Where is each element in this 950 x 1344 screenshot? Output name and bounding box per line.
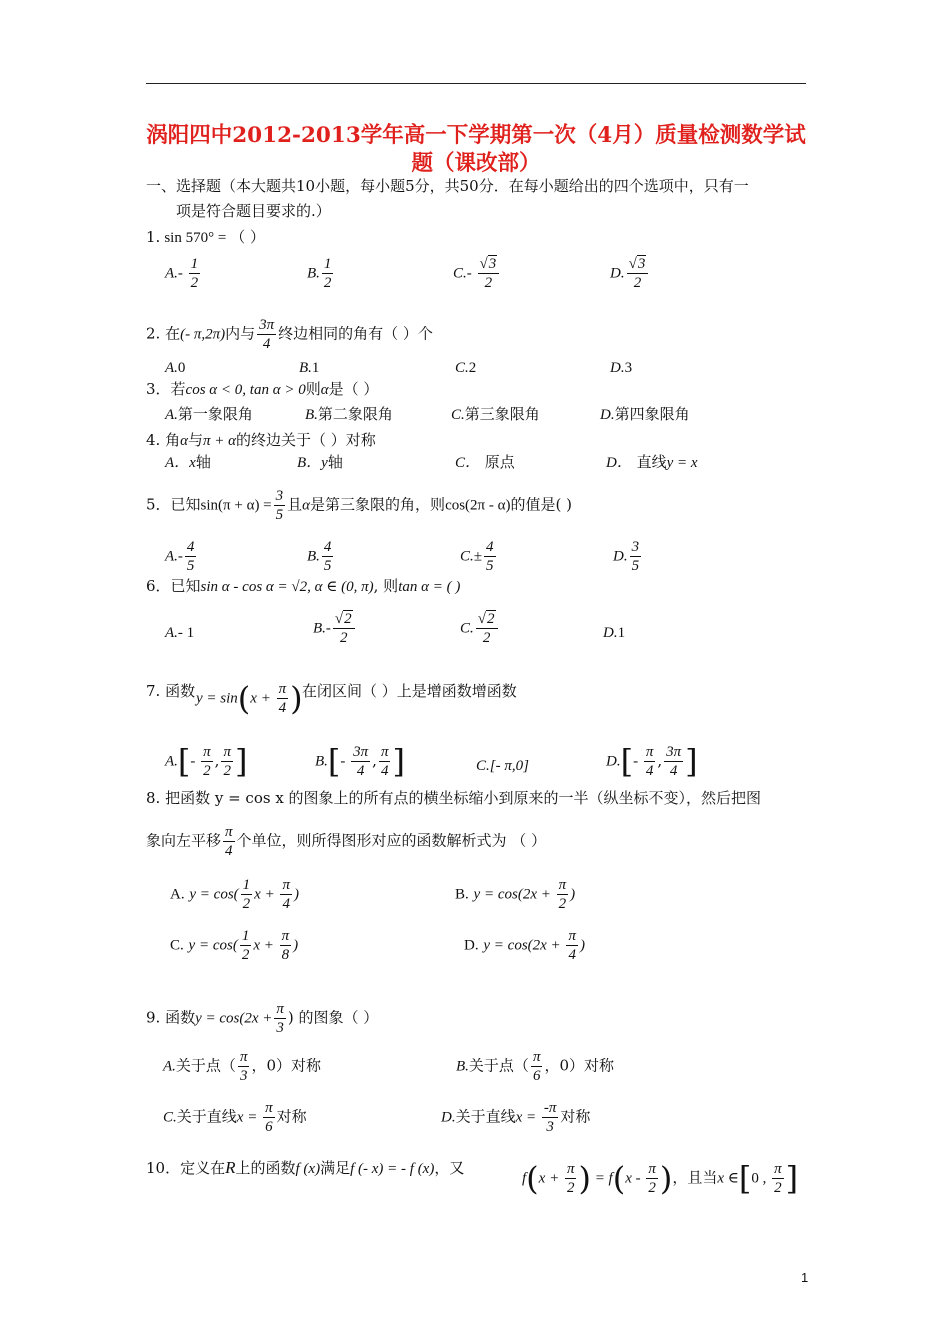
title-line-1: 涡阳四中2012-2013学年高一下学期第一次（4月）质量检测数学试 (146, 123, 806, 148)
q2-option-a: A.0 (165, 360, 186, 376)
q6-option-b: B.- $\frac{√2}{2}$ (313, 610, 357, 647)
question-10: 10．定义在R上的函数f (x)满足f (- x) = - f (x)，又 (146, 1158, 465, 1177)
q2-option-b: B.1 (299, 360, 320, 376)
q1-option-d: D. $\frac{√3}{2}$ (610, 255, 650, 292)
question-4: 4. 角α与π + α的终边关于（ ）对称 (146, 431, 376, 449)
q7-option-d: D.[- $\frac{\pi}{4}$ , $\frac{3\pi}{4}$ ] (606, 742, 698, 781)
q4-option-d: D． 直线y = x (606, 453, 698, 471)
q8-option-d: D. y = cos(2x + $\frac{\pi}{4}$ ) (464, 928, 585, 963)
q4-option-c: C． 原点 (455, 453, 515, 471)
question-3: 3．若cos α < 0, tan α > 0则α是（ ） (146, 380, 379, 398)
page-title (140, 122, 812, 178)
q5-option-d: D. $\frac{3}{5}$ (613, 539, 640, 574)
q3-option-d: D.第四象限角 (600, 405, 690, 423)
q3-option-a: A.第一象限角 (165, 405, 253, 423)
q5-option-a: A.- $\frac{4}{5}$ (165, 539, 195, 574)
q9-option-a: A.关于点（ $\frac{\pi}{3}$ ，0）对称 (163, 1049, 321, 1084)
q5-option-c: C.± $\frac{4}{5}$ (460, 539, 494, 574)
q8-option-b: B. y = cos(2x + $\frac{\pi}{2}$ ) (455, 877, 576, 912)
q4-option-b: B．y轴 (297, 453, 343, 471)
q6-option-c: C. $\frac{√2}{2}$ (460, 610, 500, 647)
question-9: 9. 函数y = cos(2x + $\frac{\pi}{3}$ ) 的图象（ ） (146, 1001, 379, 1036)
header-rule (146, 83, 806, 84)
q10-periodicity: f(x + $\frac{\pi}{2}$ ) = f(x - $\frac{\pi}{2}$ )，且当x ∈[0 , $\frac{\pi}{2}$ ] (522, 1159, 799, 1198)
section-instructions-line-2: 项是符合题目要求的.） (176, 202, 331, 220)
question-8-line-1: 8. 把函数 y = cos x 的图象上的所有点的横坐标缩小到原来的一半（纵坐标不变），然后把图 (146, 789, 762, 807)
q8-option-c: C. y = cos( $\frac{1}{2}$ x + $\frac{\pi}{8}$ ) (170, 928, 299, 963)
q9-option-d: D.关于直线x = $\frac{-\pi}{3}$ 对称 (441, 1100, 591, 1135)
q5-option-b: B. $\frac{4}{5}$ (307, 539, 332, 574)
page-number: 1 (801, 1270, 809, 1285)
q7-function: y = sin(x + $\frac{\pi}{4}$ ) (196, 679, 303, 718)
q7-text: 在闭区间（ ）上是增函数增函数 (302, 682, 517, 700)
q4-option-a: A．x轴 (165, 453, 211, 471)
question-8-line-2: 象向左平移 $\frac{\pi}{4}$ 个单位，则所得图形对应的函数解析式为 （ ） (146, 824, 547, 859)
q6-option-d: D.1 (603, 625, 626, 641)
question-1: 1. sin 570° = （ ） (146, 228, 266, 246)
question-6: 6．已知sin α - cos α = √2, α ∈ (0, π), 则tan α = ( ) (146, 577, 461, 595)
q1-option-a: A.- $\frac{1}{2}$ (165, 256, 199, 291)
title-line-2: 题（课改部） (411, 151, 541, 176)
question-7: 7. 函数 (146, 682, 196, 700)
question-5: 5．已知sin(π + α) = $\frac{3}{5}$ 且α是第三象限的角，则cos(2π - α)的值是( ) (146, 488, 572, 523)
q1-option-c: C.- $\frac{√3}{2}$ (453, 255, 501, 292)
q7-option-b: B.[- $\frac{3\pi}{4}$ , $\frac{\pi}{4}$ ] (315, 742, 405, 781)
q2-option-d: D.3 (610, 360, 633, 376)
q2-option-c: C.2 (455, 360, 477, 376)
q1-option-b: B. $\frac{1}{2}$ (307, 256, 332, 291)
q7-option-a: A.[- $\frac{\pi}{2}$ , $\frac{\pi}{2}$ ] (165, 742, 248, 781)
q3-option-c: C.第三象限角 (451, 405, 540, 423)
q8-option-a: A. y = cos( $\frac{1}{2}$ x + $\frac{\pi}{4}$ ) (170, 877, 299, 912)
question-2: 2. 在(- π,2π)内与 $\frac{3\pi}{4}$ 终边相同的角有（ ）个 (146, 317, 433, 352)
q7-option-c: C.[- π,0] (476, 758, 529, 774)
q9-option-c: C.关于直线x = $\frac{\pi}{6}$ 对称 (163, 1100, 307, 1135)
q9-option-b: B.关于点（ $\frac{\pi}{6}$ ，0）对称 (456, 1049, 614, 1084)
q6-option-a: A.- 1 (165, 625, 195, 641)
q3-option-b: B.第二象限角 (305, 405, 393, 423)
section-instructions-line-1: 一、选择题（本大题共10小题，每小题5分，共50分．在每小题给出的四个选项中，只有一 (146, 177, 749, 195)
